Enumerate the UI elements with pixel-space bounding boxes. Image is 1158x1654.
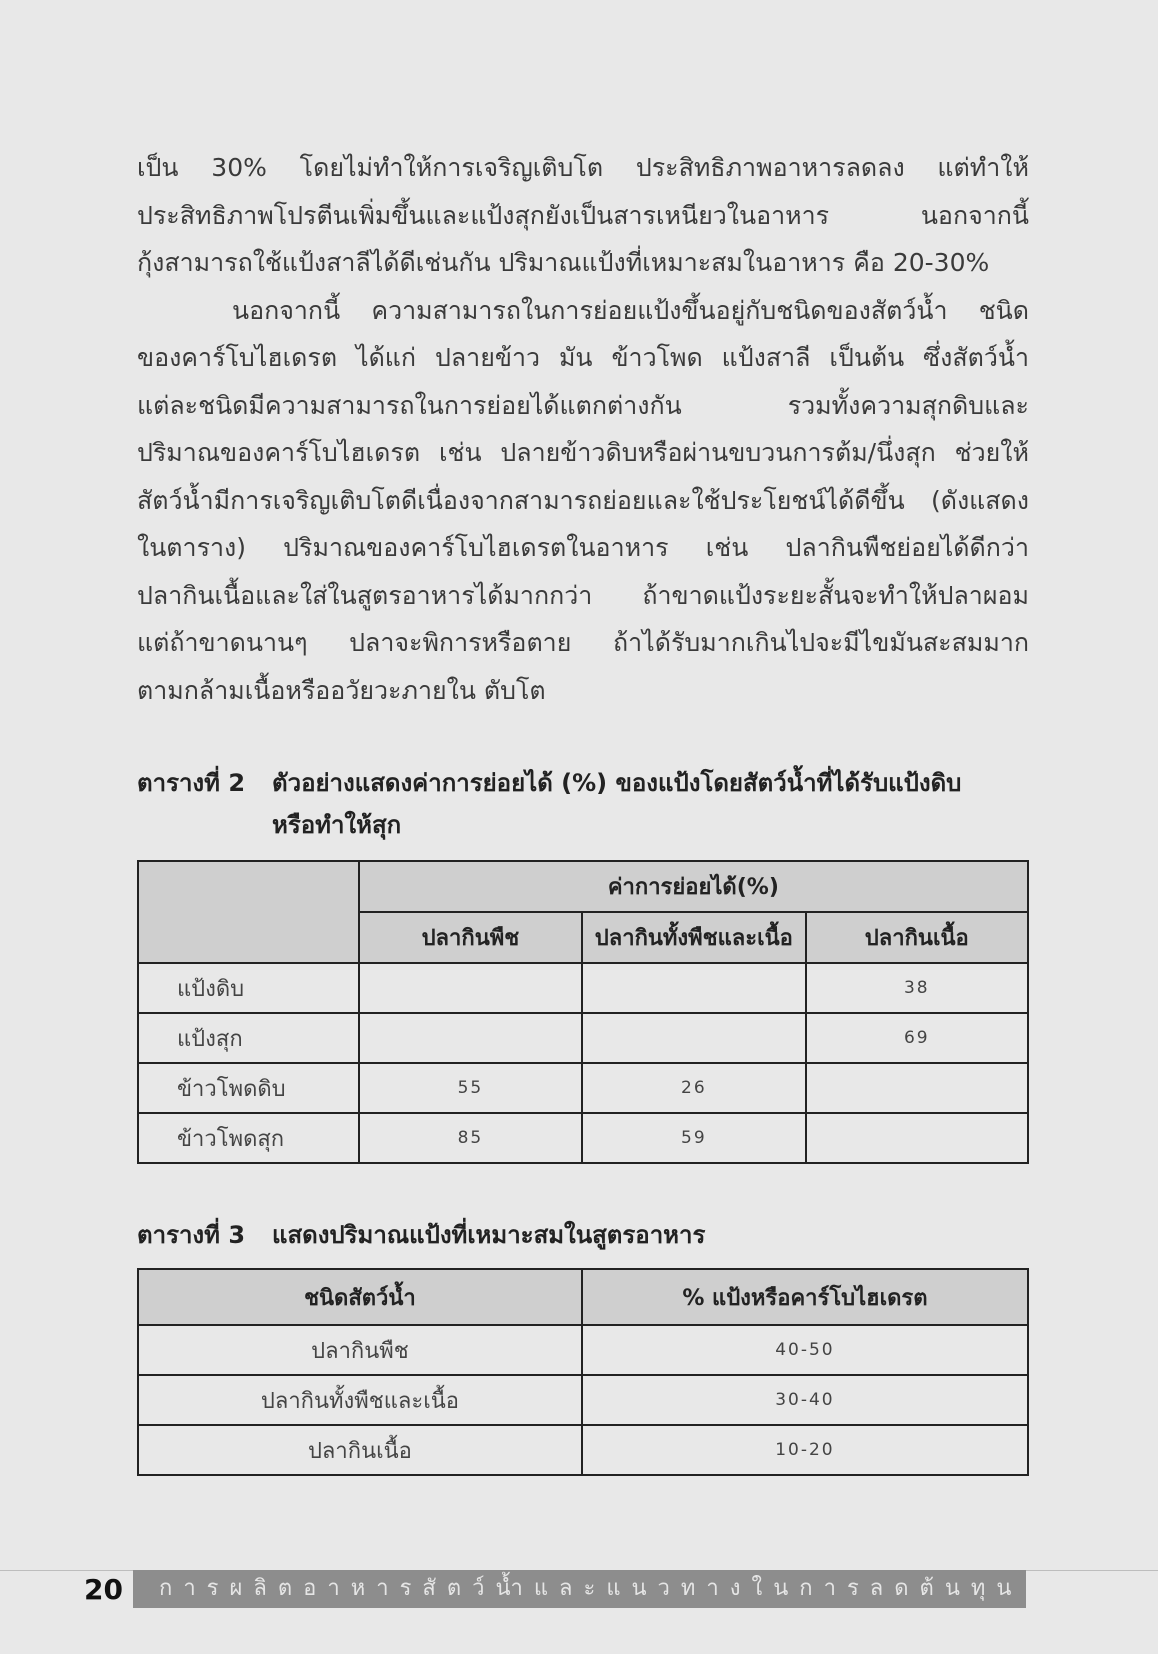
group-header-cell: ค่าการย่อยได้(%) <box>359 861 1028 912</box>
text-line: สัตว์น้ำมีการเจริญเติบโตดีเนื่องจากสามารถย่อยและใช้ประโยชน์ได้ดีขึ้น (ดังแสดง <box>137 485 1029 515</box>
table-cell: 10-20 <box>582 1425 1028 1475</box>
table2-caption-number: ตารางที่ 2 <box>137 769 246 797</box>
text-line: ปริมาณของคาร์โบไฮเดรต เช่น ปลายข้าวดิบหรือผ่านขบวนการต้ม/นึ่งสุก ช่วยให้ <box>137 438 1029 467</box>
row-label: แป้งสุก <box>138 1013 359 1063</box>
text-line: นอกจากนี้ ความสามารถในการย่อยแป้งขึ้นอยู่กับชนิดของสัตว์น้ำ ชนิด <box>232 295 1029 325</box>
column-header: ปลากินเนื้อ <box>806 912 1028 963</box>
column-header: ปลากินพืช <box>359 912 582 963</box>
body-text <box>137 144 1029 714</box>
row-label: ปลากินเนื้อ <box>138 1425 582 1475</box>
text-line: ตามกล้ามเนื้อหรืออวัยวะภายใน ตับโต <box>137 675 546 705</box>
table-row <box>138 1013 1028 1063</box>
text-line: ของคาร์โบไฮเดรต ได้แก่ ปลายข้าว มัน ข้าวโพด แป้งสาลี เป็นต้น ซึ่งสัตว์น้ำ <box>137 343 1029 372</box>
row-label: ปลากินพืช <box>138 1325 582 1375</box>
table-header-row <box>138 861 1028 912</box>
text-line: แต่ละชนิดมีความสามารถในการย่อยได้แตกต่างกัน รวมทั้งความสุกดิบและ <box>137 390 1029 420</box>
digestibility-table <box>137 860 1029 1164</box>
table-row <box>138 963 1028 1013</box>
table2-caption-line2: หรือทำให้สุก <box>272 811 402 839</box>
column-header: ปลากินทั้งพืชและเนื้อ <box>582 912 805 963</box>
starch-level-table <box>137 1268 1029 1476</box>
empty-header-cell <box>138 861 359 963</box>
table-cell <box>359 963 582 1013</box>
text-line: ปลากินเนื้อและใส่ในสูตรอาหารได้มากกว่า ถ้าขาดแป้งระยะสั้นจะทำให้ปลาผอม <box>137 580 1029 610</box>
table-cell: 69 <box>806 1013 1028 1063</box>
text-line: กุ้งสามารถใช้แป้งสาลีได้ดีเช่นกัน ปริมาณแป้งที่เหมาะสมในอาหาร คือ 20-30% <box>137 248 990 277</box>
text-line: เป็น 30% โดยไม่ทำให้การเจริญเติบโต ประสิทธิภาพอาหารลดลง แต่ทำให้ <box>137 153 1029 182</box>
paragraph-2 <box>137 287 1029 715</box>
page-number: 20 <box>84 1573 123 1606</box>
table-cell <box>359 1013 582 1063</box>
table-row <box>138 1425 1028 1475</box>
table-cell: 59 <box>582 1113 805 1163</box>
table-row <box>138 1063 1028 1113</box>
row-label: ข้าวโพดสุก <box>138 1113 359 1163</box>
table3-caption-number: ตารางที่ 3 <box>137 1221 246 1249</box>
paragraph-1 <box>137 144 1029 287</box>
table3-caption <box>137 1214 1029 1256</box>
table-cell: 85 <box>359 1113 582 1163</box>
table-cell <box>806 1113 1028 1163</box>
table-cell: 38 <box>806 963 1028 1013</box>
book-title-bar: การผลิตอาหารสัตว์น้ำและแนวทางในการลดต้นทุน <box>133 1570 1026 1608</box>
table-cell: 26 <box>582 1063 805 1113</box>
row-label: ปลากินทั้งพืชและเนื้อ <box>138 1375 582 1425</box>
table-cell: 55 <box>359 1063 582 1113</box>
table-row <box>138 1375 1028 1425</box>
table2-caption <box>137 762 1029 846</box>
table-row <box>138 1325 1028 1375</box>
table-cell <box>582 1013 805 1063</box>
table3-caption-text: แสดงปริมาณแป้งที่เหมาะสมในสูตรอาหาร <box>272 1221 706 1249</box>
column-header: % แป้งหรือคาร์โบไฮเดรต <box>582 1269 1028 1325</box>
table2-caption-line1: ตัวอย่างแสดงค่าการย่อยได้ (%) ของแป้งโดยสัตว์น้ำที่ได้รับแป้งดิบ <box>272 769 962 797</box>
text-line: แต่ถ้าขาดนานๆ ปลาจะพิการหรือตาย ถ้าได้รับมากเกินไปจะมีไขมันสะสมมาก <box>137 628 1029 657</box>
table-cell <box>806 1063 1028 1113</box>
row-label: ข้าวโพดดิบ <box>138 1063 359 1113</box>
table-row <box>138 1113 1028 1163</box>
table-cell <box>582 963 805 1013</box>
table-cell: 40-50 <box>582 1325 1028 1375</box>
column-header: ชนิดสัตว์น้ำ <box>138 1269 582 1325</box>
table-cell: 30-40 <box>582 1375 1028 1425</box>
row-label: แป้งดิบ <box>138 963 359 1013</box>
text-line: ประสิทธิภาพโปรตีนเพิ่มขึ้นและแป้งสุกยังเป็นสารเหนียวในอาหาร นอกจากนี้ <box>137 200 1029 230</box>
table-header-row <box>138 1269 1028 1325</box>
text-line: ในตาราง) ปริมาณของคาร์โบไฮเดรตในอาหาร เช่น ปลากินพืชย่อยได้ดีกว่า <box>137 533 1029 562</box>
